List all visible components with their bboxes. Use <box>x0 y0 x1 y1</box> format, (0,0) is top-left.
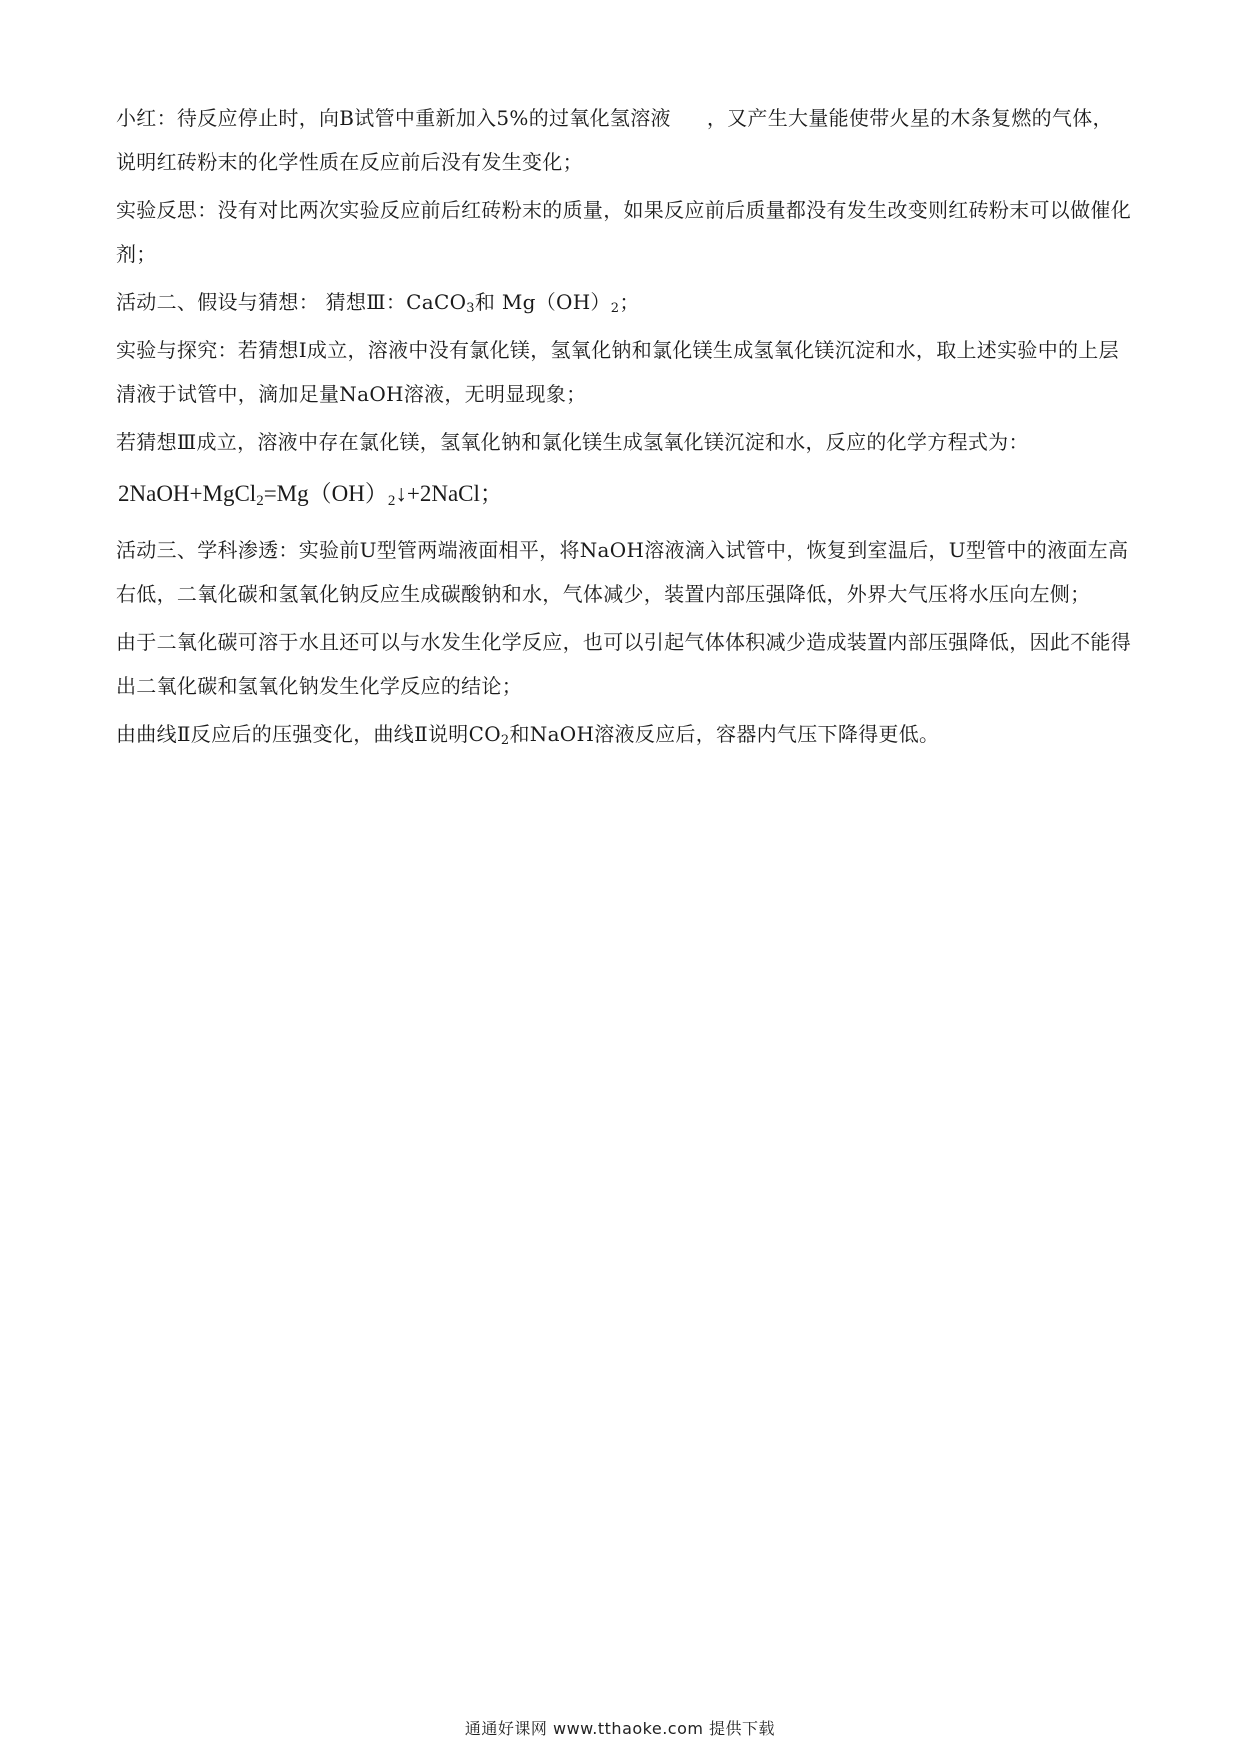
subscript: 2 <box>500 733 510 748</box>
subscript: 2 <box>256 493 264 509</box>
chemical-equation <box>118 470 1132 518</box>
paragraph-text: 小红：待反应停止时，向B试管中重新加入5%的过氧化氢溶液 <box>116 106 671 130</box>
paragraph-hypothesis-three: 若猜想Ⅲ成立，溶液中存在氯化镁，氢氧化钠和氯化镁生成氢氧化镁沉淀和水，反应的化学方程式为： <box>116 430 1029 454</box>
paragraph-text: ，又产生大量能使带火星的木条复燃的气体，说明红砖粉末的化学性质在反应前后没有发生变化； <box>116 106 1113 174</box>
paragraph-experiment: 实验与探究：若猜想Ⅰ成立，溶液中没有氯化镁，氢氧化钠和氯化镁生成氢氧化镁沉淀和水，取上述实验中的上层清液于试管中，滴加足量NaOH溶液，无明显现象； <box>116 338 1119 406</box>
paragraph-text: 由曲线Ⅱ反应后的压强变化，曲线Ⅱ说明CO <box>116 722 501 746</box>
paragraph-reflection: 实验反思：没有对比两次实验反应前后红砖粉末的质量，如果反应前后质量都没有发生改变则红砖粉末可以做催化剂； <box>116 198 1131 266</box>
paragraph-activity-three: 活动三、学科渗透：实验前U型管两端液面相平，将NaOH溶液滴入试管中，恢复到室温后，U型管中的液面左高右低，二氧化碳和氢氧化钠反应生成碳酸钠和水，气体减少，装置内部压强降低，外界大气压将水压向左侧； <box>116 538 1129 606</box>
paragraph-co2-solubility: 由于二氧化碳可溶于水且还可以与水发生化学反应，也可以引起气体体积减少造成装置内部压强降低，因此不能得出二氧化碳和氢氧化钠发生化学反应的结论； <box>116 630 1131 698</box>
page-footer: 通通好课网 www.tthaoke.com 提供下载 <box>464 1719 776 1738</box>
subscript: 2 <box>387 493 396 509</box>
subscript: 2 <box>610 301 620 316</box>
paragraph-curve-two <box>116 712 1132 756</box>
subscript: 3 <box>466 301 475 316</box>
paragraph-text: 活动二、假设与猜想： 猜想Ⅲ：CaCO <box>116 290 467 314</box>
equation-text: =Mg（OH） <box>263 481 388 506</box>
paragraph-text: 和NaOH溶液反应后，容器内气压下降得更低。 <box>509 722 940 746</box>
paragraph-text: ； <box>619 290 640 314</box>
paragraph-xiaohong <box>116 96 1132 184</box>
equation-text: 2NaOH+MgCl <box>118 481 257 506</box>
paragraph-text: 和 Mg（OH） <box>474 290 611 314</box>
paragraph-activity-two <box>116 280 1132 324</box>
equation-text: ↓+2NaCl； <box>395 481 503 506</box>
document-body <box>116 96 1132 760</box>
